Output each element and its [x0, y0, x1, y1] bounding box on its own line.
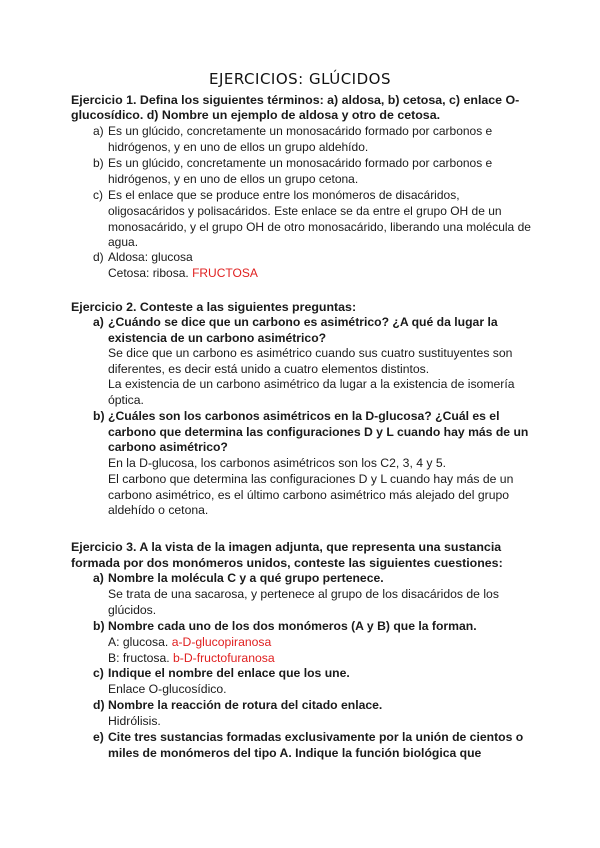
- correction-red: FRUCTOSA: [192, 265, 258, 280]
- ex2-answer-b-p2: El carbono que determina las configuraciones D y L cuando hay más de un carbono asimétrico, es el último carbono asimétrico más alejado del grupo aldehído o cetona.: [108, 471, 514, 518]
- monomer-a-text: A: glucosa.: [108, 634, 169, 649]
- ex3-item-c: [93, 666, 533, 698]
- item-label: b): [93, 156, 104, 170]
- ex2-answer-b-p1: En la D-glucosa, los carbonos asimétricos son los C2, 3, 4 y 5.: [108, 456, 447, 471]
- monomer-b-red: b-D-fructofuranosa: [173, 650, 275, 665]
- ex1-item-b: [93, 156, 533, 188]
- ex3-answer-b-a: [108, 635, 533, 651]
- ex3-answer-a: Se trata de una sacarosa, y pertenece al grupo de los disacáridos de los glúcidos.: [108, 586, 499, 617]
- item-label: d): [93, 250, 104, 264]
- item-label: c): [93, 666, 104, 680]
- ex1-question: Ejercicio 1. Defina los siguientes términos: a) aldosa, b) cetosa, c) enlace O-glucosídico. d) Nombre un ejemplo de aldosa y otro de cetosa.: [71, 93, 520, 122]
- ex3-item-e: [93, 730, 533, 762]
- ex2-item-b: [93, 409, 533, 519]
- item-label: a): [93, 571, 104, 585]
- ex3-answer-b-b: [108, 651, 533, 667]
- ex3-item-d: [93, 698, 533, 730]
- ex3-item-a: [93, 571, 533, 618]
- page-title: EJERCICIOS: GLÚCIDOS: [209, 70, 391, 88]
- monomer-a-red: a-D-glucopiranosa: [171, 634, 272, 649]
- ex3-answer-d: Hidrólisis.: [108, 713, 161, 728]
- ex1-item-c: [93, 188, 533, 251]
- monomer-b-text: B: fructosa.: [108, 650, 170, 665]
- ex2-question-b: ¿Cuáles son los carbonos asimétricos en la D-glucosa? ¿Cuál es el carbono que determina las configuraciones D y L cuando hay más de un carbono asimétrico?: [108, 409, 529, 455]
- ex3-question-c: Indique el nombre del enlace que los une.: [108, 666, 350, 680]
- ex1-item-a: [93, 124, 533, 156]
- ex2-answer-a-p2: La existencia de un carbono asimétrico da lugar a la existencia de isomería óptica.: [108, 377, 515, 408]
- item-label: c): [93, 188, 103, 202]
- item-label: d): [93, 698, 105, 712]
- ex3-item-b: [93, 619, 533, 666]
- cetosa-text: Cetosa: ribosa.: [108, 265, 189, 280]
- item-label: a): [93, 315, 104, 329]
- ex1-answer-d-cetosa: [108, 266, 533, 282]
- item-label: b): [93, 619, 105, 633]
- ex2-item-a: [93, 315, 533, 409]
- ex3-question-b: Nombre cada uno de los dos monómeros (A y B) que la forman.: [108, 619, 477, 633]
- item-label: a): [93, 124, 104, 138]
- ex2-answer-a-p1: Se dice que un carbono es asimétrico cuando sus cuatro sustituyentes son diferentes, es decir está unido a cuatro elementos distintos.: [108, 346, 513, 376]
- ex1-answer-b: Es un glúcido, concretamente un monosacárido formado por carbonos e hidrógenos, y en uno de ellos un grupo cetona.: [108, 156, 493, 186]
- ex1-answer-c: Es el enlace que se produce entre los monómeros de disacáridos, oligosacáridos y polisacáridos. Este enlace se da entre el grupo OH de un monosacárido, y el grupo OH de otro monosacárido, liberando una molécula de agua.: [108, 188, 531, 250]
- item-label: e): [93, 730, 104, 744]
- ex3-question-d: Nombre la reacción de rotura del citado enlace.: [108, 698, 383, 712]
- ex2-question: Ejercicio 2. Conteste a las siguientes preguntas:: [71, 300, 357, 314]
- ex2-question-a: ¿Cuándo se dice que un carbono es asimétrico? ¿A qué da lugar la existencia de un carbono asimétrico?: [108, 315, 498, 345]
- ex1-item-d: [93, 250, 533, 282]
- ex3-question: Ejercicio 3. A la vista de la imagen adjunta, que representa una sustancia formada por dos monómeros unidos, conteste las siguientes cuestiones:: [71, 540, 503, 570]
- item-label: b): [93, 409, 105, 423]
- ex1-answer-d-aldosa: Aldosa: glucosa: [108, 250, 193, 264]
- ex1-answer-a: Es un glúcido, concretamente un monosacárido formado por carbonos e hidrógenos, y en uno de ellos un grupo aldehído.: [108, 124, 493, 154]
- ex3-question-e: Cite tres sustancias formadas exclusivamente por la unión de cientos o miles de monómeros del tipo A. Indique la función biológica que: [108, 730, 524, 760]
- ex3-question-a: Nombre la molécula C y a qué grupo pertenece.: [108, 571, 384, 585]
- ex3-answer-c: Enlace O-glucosídico.: [108, 681, 227, 696]
